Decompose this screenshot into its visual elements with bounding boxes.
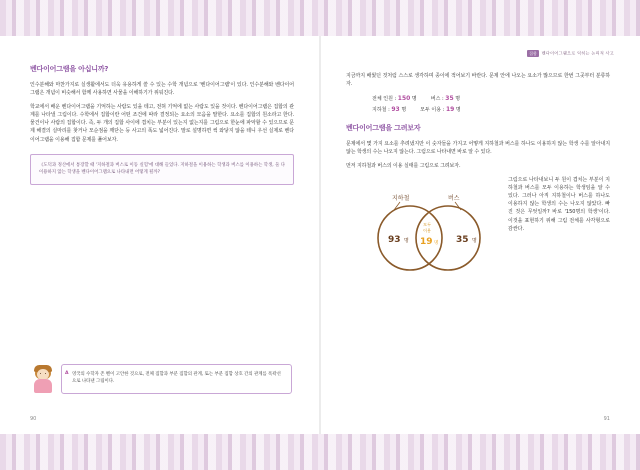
running-head-tag: 집합 bbox=[527, 50, 540, 57]
stat-both-value: 19 bbox=[445, 105, 455, 113]
left-page bbox=[0, 36, 320, 434]
question-text: 《도덕과 정산에서 통장할 때 '지하철과 버스로 이동 실험'에 대해 들었다. 지하철을 이용하는 학생과 버스를 이용하는 학생, 둘 다 이용하지 않는 학생을 벤다이어그램으로 나타내면 어떻게 될까? bbox=[39, 162, 285, 176]
folio-left: 90 bbox=[30, 416, 37, 422]
decorative-band-bottom bbox=[0, 434, 640, 470]
answer-strip bbox=[30, 364, 292, 398]
stat-subway bbox=[372, 105, 406, 116]
stat-total-value: 150 bbox=[397, 95, 411, 103]
stat-both-unit: 명 bbox=[455, 106, 461, 113]
figure-and-text bbox=[346, 176, 610, 280]
stat-total bbox=[372, 94, 417, 105]
venn-label-subway: 지하철 bbox=[392, 195, 410, 203]
question-box bbox=[30, 154, 294, 185]
left-paragraph-1: 인수분해와 마찬가지로 실생활에서도 더욱 유용하게 쓸 수 있는 수학 개념으로 '벤다이어그램'이 있다. 인수분해와 벤다이어그램은 개념이 비슷해서 함께 사용하면 사물을 이해하기가 위워진다. bbox=[30, 82, 294, 97]
venn-value-subway: 93 bbox=[388, 235, 401, 246]
running-head-text: 벤다이어그램으로 익히는 논리적 사고 bbox=[541, 50, 614, 56]
right-paragraph-2: 먼저 지하철과 버스의 이용 실태를 그림으로 그려보자. bbox=[346, 162, 461, 169]
answer-bubble bbox=[61, 364, 292, 394]
left-paragraph-2: 학교에서 배운 벤다이어그램을 기억하는 사람도 있을 테고, 전혀 기억에 없는 사람도 있을 것이다. 벤다이어그램은 집합의 관계를 나타낼 그림이다. 수학에서 집합이란 어떤 조건에 따라 결정되는 요소의 모음을 말한다. 요소를 집합의 원소라고 한다. 물건이나 사람의 집합이다. 즉, 두 개의 집합 사이에 겹치는 부분이 있는지 없는지를 그림으로 한눈에 파악할 수 있으므로 문제 해결의 실마리를 찾거나 모순점을 깨닫는 등 사고의 폭도 넓어진다. 말로 설명하면 썩 와닿지 않을 테니 우선 실제로 벤다이어그램을 이용해 집합 문제를 풀어보자. bbox=[30, 104, 294, 143]
stat-both-label: 모두 이용 : bbox=[420, 106, 445, 113]
venn-center-unit: 명 bbox=[434, 241, 439, 247]
stat-subway-value: 93 bbox=[391, 105, 400, 113]
stat-bus-label: 버스 : bbox=[430, 96, 444, 103]
running-head bbox=[527, 50, 614, 57]
stat-bus bbox=[431, 94, 460, 105]
right-paragraph-1: 문제에서 몇 가지 요소를 추려냈지만 이 숫자들을 가지고 어떻게 지하철과 버스를 하나도 이용하지 않는 학생 수를 알아내지 않는 학생의 수는 나오지 않는다. 그럼으로 나타내면 바로 알 수 있다. bbox=[346, 140, 610, 155]
stat-bus-unit: 명 bbox=[455, 96, 461, 103]
stat-total-unit: 명 bbox=[411, 96, 417, 103]
stats-row bbox=[346, 105, 610, 116]
venn-center-label-2: 이용 bbox=[423, 228, 432, 234]
venn-unit-subway: 명 bbox=[404, 238, 409, 245]
stats-row bbox=[346, 94, 610, 105]
venn-figure bbox=[360, 182, 500, 280]
right-side-text: 그림으로 나타내보니 두 원이 겹치는 부분이 지하철과 버스를 모두 이용하는 학생임을 알 수 있다. 그러나 아직 지하철이나 버스를 하나도 이용하지 않는 학생의 수는 나오지 않았다. 빠진 것은 무엇일까? 바로 '150명의 학생'이다. 이것을 표현하기 위해 그림 전체를 사각형으로 감싼다. bbox=[508, 177, 610, 232]
stat-subway-label: 지하철 : bbox=[372, 106, 390, 113]
right-section-title: 벤다이어그램을 그려보자 bbox=[346, 123, 421, 132]
answer-mark-icon: A bbox=[65, 371, 69, 376]
venn-value-bus: 35 bbox=[456, 235, 469, 246]
stat-bus-value: 35 bbox=[445, 95, 454, 103]
venn-label-bus: 버스 bbox=[448, 195, 460, 203]
venn-diagram-svg bbox=[360, 182, 500, 280]
right-page bbox=[320, 36, 640, 434]
venn-unit-bus: 명 bbox=[472, 238, 477, 245]
stats-list bbox=[346, 94, 610, 116]
avatar bbox=[30, 364, 56, 398]
stat-subway-unit: 명 bbox=[401, 106, 407, 113]
answer-text: 영국의 수학자 존 벤이 고안한 것으로, 전체 집합과 부분 집합의 관계, 또는 부분 집합 상호 간의 관계를 폭곽선으로 나타낸 그림이다. bbox=[72, 372, 281, 385]
right-intro-paragraph: 지금까지 배웠던 것처럼 스스로 생각하며 종이에 적어보기 바란다. 문제 안에 나오는 요소가 많으므로 한번 그곳부터 분류하자. bbox=[346, 73, 610, 88]
spread-content bbox=[0, 36, 640, 434]
left-section-title: 벤다이어그램을 아십니까? bbox=[30, 65, 109, 73]
venn-center-value: 19 bbox=[420, 237, 433, 248]
folio-right: 91 bbox=[603, 416, 610, 422]
stat-total-label: 전체 인원 : bbox=[372, 96, 397, 103]
stat-both bbox=[420, 105, 461, 116]
venn-center-label-1: 모두 bbox=[423, 222, 432, 228]
decorative-band-top bbox=[0, 0, 640, 36]
